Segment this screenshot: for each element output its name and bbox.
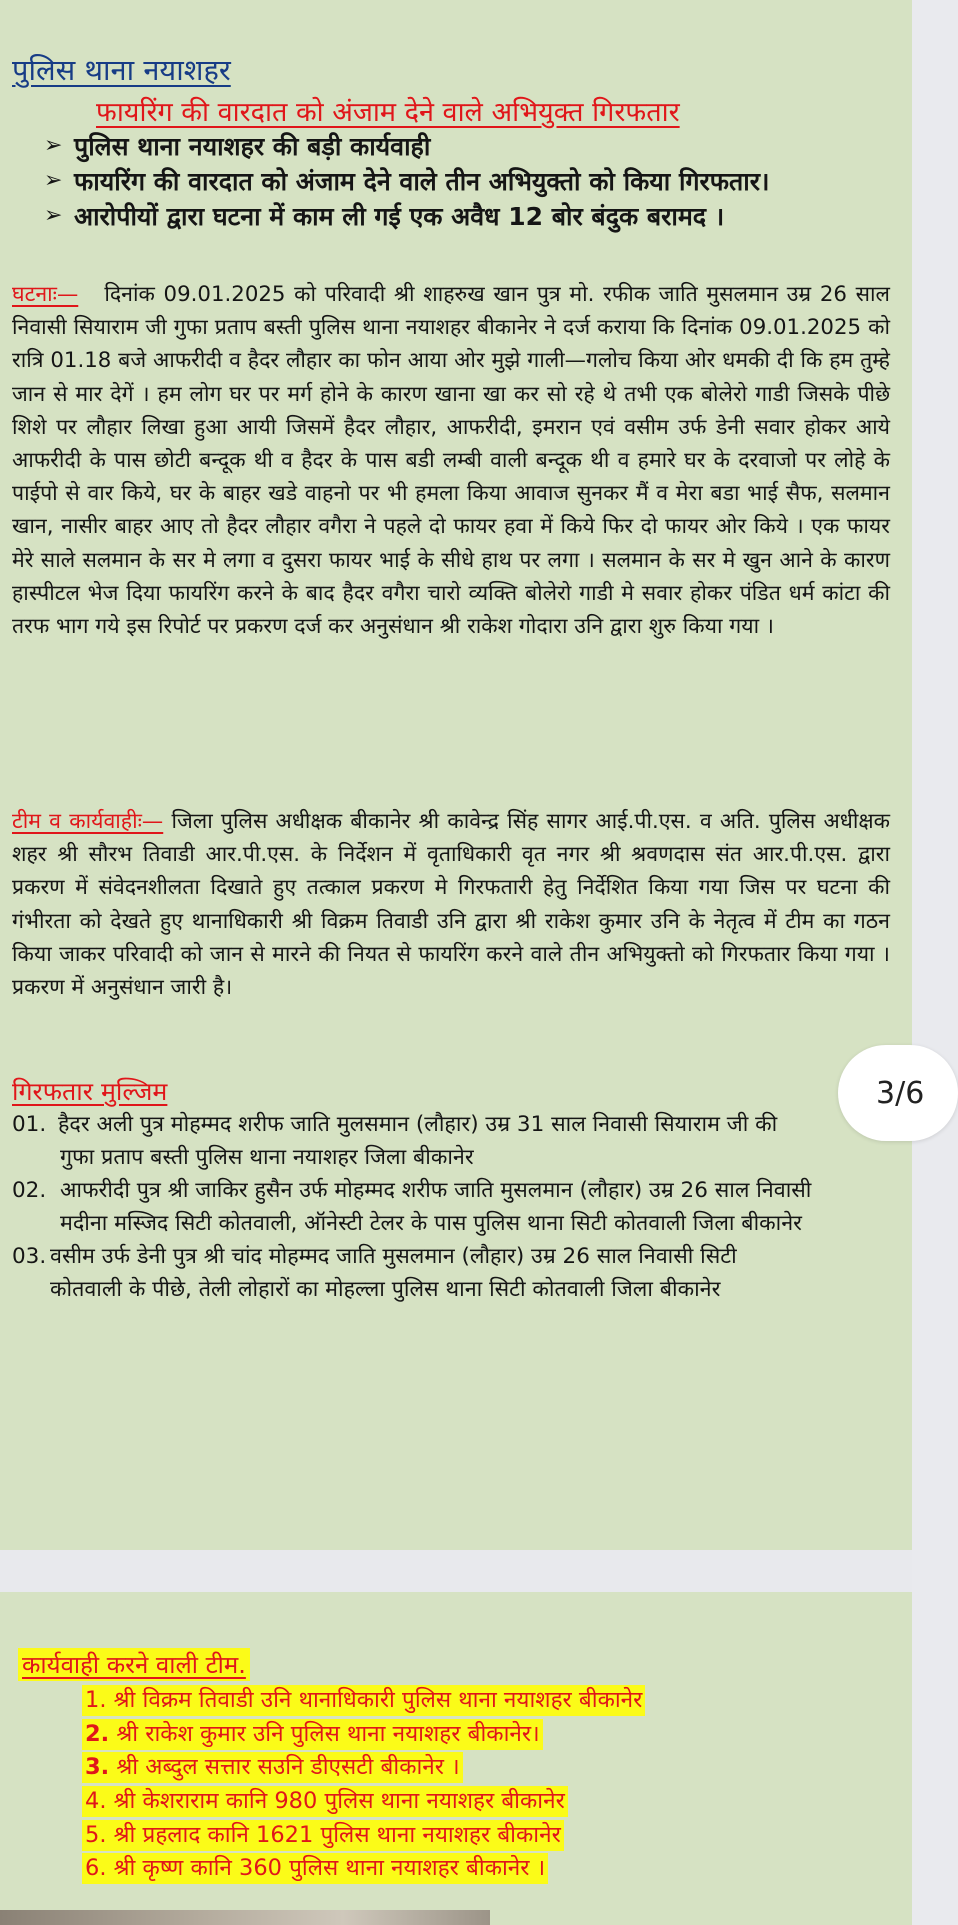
team-member-item: 3. श्री अब्दुल सत्तार सउनि डीएसटी बीकानेर । bbox=[82, 1751, 645, 1785]
team-member-item: 4. श्री केशराराम कानि 980 पुलिस थाना नयाशहर बीकानेर bbox=[82, 1785, 645, 1819]
arrested-item: 02. आफरीदी पुत्र श्री जाकिर हुसैन उर्फ मोहम्मद शरीफ जाति मुसलमान (लौहार) उम्र 26 साल निवासी मदीना मस्जिद सिटी कोतवाली, ऑनेस्टी टेलर के पास पुलिस थाना सिटी कोतवाली जिला बीकानेर bbox=[12, 1178, 812, 1236]
highlight-item: ➢ आरोपीयों द्वारा घटना में काम ली गई एक अवैध 12 बोर बंदुक बरामद । bbox=[44, 201, 725, 231]
document-page-2 bbox=[0, 1592, 912, 1925]
highlight-item: ➢ फायरिंग की वारदात को अंजाम देने वाले तीन अभियुक्तो को किया गिरफतार। bbox=[44, 166, 770, 196]
incident-label: घटनाः— bbox=[12, 282, 79, 307]
arrested-item: 01. हैदर अली पुत्र मोहम्मद शरीफ जाति मुलसमान (लौहार) उम्र 31 साल निवासी सियाराम जी की गुफा प्रताप बस्ती पुलिस थाना नयाशहर जिला बीकानेर bbox=[12, 1112, 778, 1170]
team-members-list bbox=[82, 1684, 645, 1886]
team-action-text: जिला पुलिस अधीक्षक बीकानेर श्री कावेन्द्र सिंह सागर आई.पी.एस. व अति. पुलिस अधीक्षक शहर श्री सौरभ तिवाडी आर.पी.एस. के निर्देशन में वृताधिकारी वृत नगर श्री श्रवणदास संत आर.पी.एस. द्वारा प्रकरण में संवेदनशीलता दिखाते हुए तत्काल प्रकरण मे गिरफतारी हेतु निर्देशित किया गया जिस पर घटना की गंभीरता को देखते हुए थानाधिकारी श्री विक्रम तिवाडी उनि द्वारा श्री राकेश कुमार उनि के नेतृत्व में टीम का गठन किया जाकर परिवादी को जान से मारने की नियत से फायरिंग करने वाले तीन अभियुक्तो को गिरफतार किया गया । प्रकरण में अनुसंधान जारी है। bbox=[12, 809, 890, 1001]
arrested-item: 03. वसीम उर्फ डेनी पुत्र श्री चांद मोहम्मद जाति मुसलमान (लौहार) उम्र 26 साल निवासी सिटी कोतवाली के पीछे, तेली लोहारों का मोहल्ला पुलिस थाना सिटी कोतवाली जिला बीकानेर bbox=[12, 1244, 737, 1302]
incident-text: दिनांक 09.01.2025 को परिवादी श्री शाहरुख खान पुत्र मो. रफीक जाति मुसलमान उम्र 26 साल निवासी सियाराम जी गुफा प्रताप बस्ती पुलिस थाना नयाशहर बीकानेर ने दर्ज कराया कि दिनांक 09.01.2025 को रात्रि 01.18 बजे आफरीदी व हैदर लौहार का फोन आया ओर मुझे गाली—गलोच किया ओर धमकी दी कि हम तुम्हे जान से मार देगें । हम लोग घर पर मर्ग होने के कारण खाना खा कर सो रहे थे तभी एक बोलेरो गाडी जिसके पीछे शिशे पर लौहार लिखा हुआ आयी जिसमें हैदर लौहार, आफरीदी, इमरान एवं वसीम उर्फ डेनी सवार होकर आये आफरीदी के पास छोटी बन्दूक थी व हैदर के पास बडी लम्बी वाली बन्दूक थी व हमारे घर के दरवाजो पर लोहे के पाईपो से वार किये, घर के बाहर खडे वाहनो पर भी हमला किया आवाज सुनकर मैं व मेरा बडा भाई सैफ, सलमान खान, नासीर बाहर आए तो हैदर लौहार वगैरा ने पहले दो फायर हवा में किये फिर दो फायर ओर किये । एक फायर मेरे साले सलमान के सर मे लगा व दुसरा फायर भाई के सीधे हाथ पर लगा । सलमान के सर मे खुन आने के कारण हास्पीटल भेज दिया फायरिंग करने के बाद हैदर वगैरा चारो व्यक्ति बोलेरो गाडी मे सवार होकर पंडित धर्म कांटा की तरफ भाग गये इस रिपोर्ट पर प्रकरण दर्ज कर अनुसंधान श्री राकेश गोदारा उनि द्वारा शुरु किया गया । bbox=[12, 282, 890, 640]
team-member-item: 6. श्री कृष्ण कानि 360 पुलिस थाना नयाशहर बीकानेर । bbox=[82, 1852, 645, 1886]
news-headline: फायरिंग की वारदात को अंजाम देने वाले अभियुक्त गिरफतार bbox=[96, 97, 680, 128]
police-station-title: पुलिस थाना नयाशहर bbox=[12, 53, 231, 87]
team-list-title: कार्यवाही करने वाली टीम. bbox=[18, 1648, 250, 1681]
page-number-badge: 3/6 bbox=[838, 1045, 958, 1141]
team-member-item: 5. श्री प्रहलाद कानि 1621 पुलिस थाना नयाशहर बीकानेर bbox=[82, 1818, 645, 1852]
arrested-heading: गिरफतार मुल्जिम bbox=[12, 1077, 168, 1106]
arrow-bullet-icon: ➢ bbox=[44, 203, 63, 228]
arrow-bullet-icon: ➢ bbox=[44, 133, 63, 158]
team-member-item: 1. श्री विक्रम तिवाडी उनि थानाधिकारी पुलिस थाना नयाशहर बीकानेर bbox=[82, 1684, 645, 1718]
arrow-bullet-icon: ➢ bbox=[44, 168, 63, 193]
page-separator bbox=[0, 1550, 912, 1592]
highlight-item: ➢ पुलिस थाना नयाशहर की बड़ी कार्यवाही bbox=[44, 131, 431, 161]
incident-paragraph bbox=[12, 278, 890, 643]
arrested-list bbox=[12, 1108, 812, 1306]
highlights-list bbox=[44, 128, 769, 233]
team-member-item: 2. श्री राकेश कुमार उनि पुलिस थाना नयाशहर बीकानेर। bbox=[82, 1718, 645, 1752]
team-action-paragraph bbox=[12, 805, 890, 1004]
team-action-label: टीम व कार्यवाहीः— bbox=[12, 809, 164, 834]
photo-edge bbox=[0, 1910, 490, 1925]
